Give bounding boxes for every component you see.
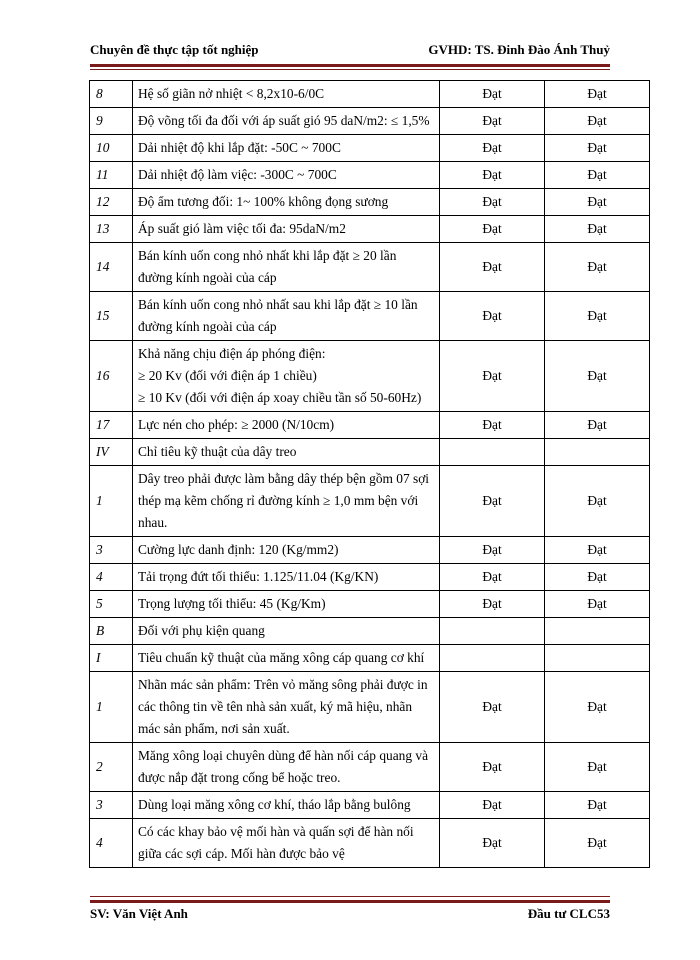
row-result-1: Đạt bbox=[440, 466, 545, 537]
row-result-2 bbox=[545, 645, 650, 672]
row-result-1: Đạt bbox=[440, 189, 545, 216]
row-result-2: Đạt bbox=[545, 189, 650, 216]
row-result-1: Đạt bbox=[440, 216, 545, 243]
row-number: 5 bbox=[90, 591, 133, 618]
row-description: Có các khay bảo vệ mối hàn và quấn sợi để hàn nối giữa các sợi cáp. Mối hàn được bảo vệ bbox=[133, 819, 440, 868]
page-header bbox=[90, 40, 610, 62]
header-rule-thin bbox=[90, 69, 610, 70]
row-number: 13 bbox=[90, 216, 133, 243]
row-result-1: Đạt bbox=[440, 743, 545, 792]
row-result-2: Đạt bbox=[545, 672, 650, 743]
table-row bbox=[90, 292, 650, 341]
page-footer bbox=[90, 904, 610, 924]
row-result-1: Đạt bbox=[440, 591, 545, 618]
row-description: Độ ẩm tương đối: 1~ 100% không đọng sương bbox=[133, 189, 440, 216]
table-row bbox=[90, 792, 650, 819]
row-result-2: Đạt bbox=[545, 564, 650, 591]
row-description: Dải nhiệt độ khi lắp đặt: -50C ~ 700C bbox=[133, 135, 440, 162]
row-result-2: Đạt bbox=[545, 108, 650, 135]
header-advisor: GVHD: TS. Đinh Đào Ánh Thuỷ bbox=[428, 42, 610, 57]
footer-class: Đầu tư CLC53 bbox=[527, 906, 610, 921]
table-row bbox=[90, 537, 650, 564]
table-row bbox=[90, 743, 650, 792]
row-result-2: Đạt bbox=[545, 162, 650, 189]
row-number: 3 bbox=[90, 792, 133, 819]
table-row bbox=[90, 243, 650, 292]
row-result-1 bbox=[440, 439, 545, 466]
table-row bbox=[90, 564, 650, 591]
row-result-1: Đạt bbox=[440, 341, 545, 412]
table-row bbox=[90, 162, 650, 189]
row-result-1: Đạt bbox=[440, 135, 545, 162]
row-result-1: Đạt bbox=[440, 819, 545, 868]
row-description: Dùng loại măng xông cơ khí, tháo lắp bằng bulông bbox=[133, 792, 440, 819]
row-number: 9 bbox=[90, 108, 133, 135]
row-result-1: Đạt bbox=[440, 81, 545, 108]
footer-rule-thin bbox=[90, 896, 610, 897]
row-number: 15 bbox=[90, 292, 133, 341]
row-description: Hệ số giãn nở nhiệt < 8,2x10-6/0C bbox=[133, 81, 440, 108]
row-result-2: Đạt bbox=[545, 537, 650, 564]
row-description: Áp suất gió làm việc tối đa: 95daN/m2 bbox=[133, 216, 440, 243]
table-row bbox=[90, 618, 650, 645]
row-result-1: Đạt bbox=[440, 792, 545, 819]
row-result-2 bbox=[545, 618, 650, 645]
row-description: Tiêu chuẩn kỹ thuật của măng xông cáp quang cơ khí bbox=[133, 645, 440, 672]
row-result-2: Đạt bbox=[545, 412, 650, 439]
table-row bbox=[90, 81, 650, 108]
row-description: Măng xông loại chuyên dùng để hàn nối cáp quang và được nắp đặt trong cống bể hoặc treo. bbox=[133, 743, 440, 792]
spec-table bbox=[89, 80, 650, 868]
footer-rule bbox=[90, 900, 610, 903]
row-number: I bbox=[90, 645, 133, 672]
row-result-2: Đạt bbox=[545, 792, 650, 819]
row-result-2: Đạt bbox=[545, 591, 650, 618]
row-description: Tải trọng đứt tối thiểu: 1.125/11.04 (Kg/KN) bbox=[133, 564, 440, 591]
spec-table-body bbox=[90, 81, 650, 868]
footer-student: SV: Văn Việt Anh bbox=[90, 906, 188, 921]
row-number: 4 bbox=[90, 564, 133, 591]
table-row bbox=[90, 819, 650, 868]
row-description: Chỉ tiêu kỹ thuật của dây treo bbox=[133, 439, 440, 466]
row-description: Bán kính uốn cong nhỏ nhất sau khi lắp đặt ≥ 10 lần đường kính ngoài của cáp bbox=[133, 292, 440, 341]
row-description: Dải nhiệt độ làm việc: -300C ~ 700C bbox=[133, 162, 440, 189]
row-description: Dây treo phải được làm bằng dây thép bện gồm 07 sợi thép mạ kẽm chống rỉ đường kính ≥ 1,0 mm bện với nhau. bbox=[133, 466, 440, 537]
row-result-2: Đạt bbox=[545, 341, 650, 412]
row-description: Cường lực danh định: 120 (Kg/mm2) bbox=[133, 537, 440, 564]
row-number: 4 bbox=[90, 819, 133, 868]
table-row bbox=[90, 645, 650, 672]
row-description: Đối với phụ kiện quang bbox=[133, 618, 440, 645]
table-row bbox=[90, 466, 650, 537]
row-result-2: Đạt bbox=[545, 243, 650, 292]
row-result-1: Đạt bbox=[440, 162, 545, 189]
row-description: Nhãn mác sản phẩm: Trên vỏ măng sông phải được in các thông tin về tên nhà sản xuất, ký mã hiệu, nhãn mác sản phẩm, nơi sản xuất. bbox=[133, 672, 440, 743]
table-row bbox=[90, 189, 650, 216]
row-result-1: Đạt bbox=[440, 243, 545, 292]
header-rule bbox=[90, 64, 610, 67]
row-result-2: Đạt bbox=[545, 292, 650, 341]
row-result-2: Đạt bbox=[545, 216, 650, 243]
row-number: 1 bbox=[90, 466, 133, 537]
row-number: 12 bbox=[90, 189, 133, 216]
row-result-2: Đạt bbox=[545, 81, 650, 108]
header-title: Chuyên đề thực tập tốt nghiệp bbox=[90, 42, 259, 57]
row-description: Lực nén cho phép: ≥ 2000 (N/10cm) bbox=[133, 412, 440, 439]
row-result-2 bbox=[545, 439, 650, 466]
row-description: Trọng lượng tối thiểu: 45 (Kg/Km) bbox=[133, 591, 440, 618]
row-result-1: Đạt bbox=[440, 292, 545, 341]
row-result-1 bbox=[440, 618, 545, 645]
table-row bbox=[90, 439, 650, 466]
table-row bbox=[90, 672, 650, 743]
row-number: 11 bbox=[90, 162, 133, 189]
row-result-2: Đạt bbox=[545, 819, 650, 868]
table-row bbox=[90, 412, 650, 439]
row-number: 1 bbox=[90, 672, 133, 743]
table-row bbox=[90, 108, 650, 135]
row-result-1: Đạt bbox=[440, 412, 545, 439]
row-result-2: Đạt bbox=[545, 135, 650, 162]
row-result-1: Đạt bbox=[440, 672, 545, 743]
row-description: Độ võng tối đa đối với áp suất gió 95 daN/m2: ≤ 1,5% bbox=[133, 108, 440, 135]
row-number: 8 bbox=[90, 81, 133, 108]
table-row bbox=[90, 135, 650, 162]
row-description: Bán kính uốn cong nhỏ nhất khi lắp đặt ≥ 20 lần đường kính ngoài của cáp bbox=[133, 243, 440, 292]
row-number: 17 bbox=[90, 412, 133, 439]
row-result-2: Đạt bbox=[545, 466, 650, 537]
row-result-1 bbox=[440, 645, 545, 672]
row-number: B bbox=[90, 618, 133, 645]
row-result-1: Đạt bbox=[440, 564, 545, 591]
row-number: 3 bbox=[90, 537, 133, 564]
row-number: 16 bbox=[90, 341, 133, 412]
row-number: IV bbox=[90, 439, 133, 466]
table-row bbox=[90, 591, 650, 618]
row-result-2: Đạt bbox=[545, 743, 650, 792]
row-result-1: Đạt bbox=[440, 537, 545, 564]
row-result-1: Đạt bbox=[440, 108, 545, 135]
row-number: 2 bbox=[90, 743, 133, 792]
table-row bbox=[90, 341, 650, 412]
row-number: 10 bbox=[90, 135, 133, 162]
row-number: 14 bbox=[90, 243, 133, 292]
table-row bbox=[90, 216, 650, 243]
row-description: Khả năng chịu điện áp phóng điện: ≥ 20 Kv (đối với điện áp 1 chiều) ≥ 10 Kv (đối với điện áp xoay chiều tần số 50-60Hz) bbox=[133, 341, 440, 412]
